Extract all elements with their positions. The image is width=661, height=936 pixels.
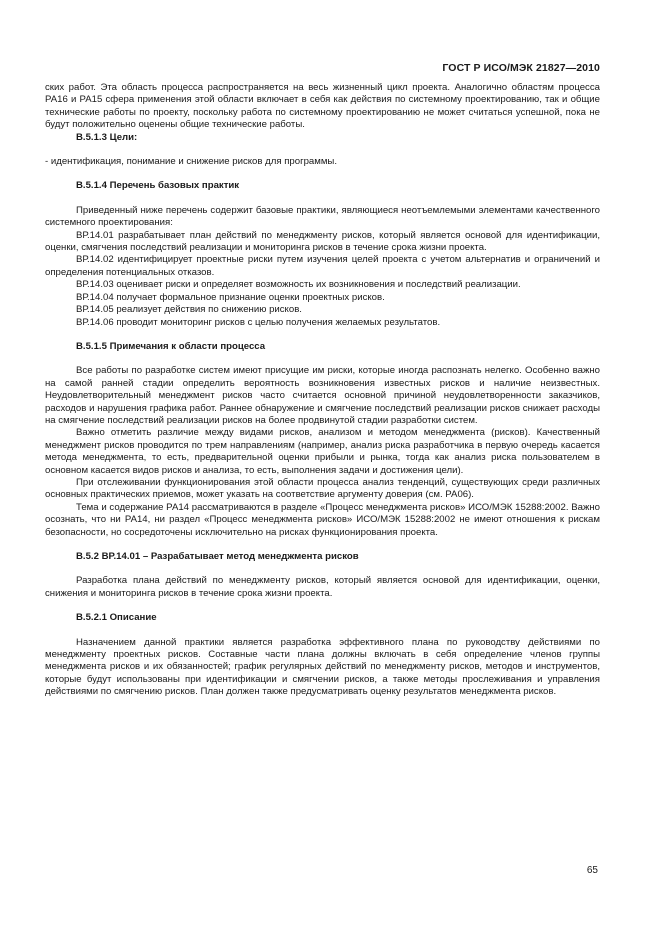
paragraph: ских работ. Эта область процесса распространяется на весь жизненный цикл проекта. Аналогично областям процесса РА16 и РА15 сфера применения этой области включает в себя как действия по системному проектированию, так и общие технические работы по проекту, поскольку работа по системному проектированию не может считаться успешной, пока не будут положительно оценены общие технические работы. (45, 82, 600, 131)
paragraph: ВР.14.05 реализует действия по снижению рисков. (76, 304, 302, 316)
paragraph: Тема и содержание РА14 рассматриваются в разделе «Процесс менеджмента рисков» ИСО/МЭК 15288:2002. Важно осознать, что ни РА14, ни раздел «Процесс менеджмента рисков» ИСО/МЭК 15288:2002 не имеют отношения к рискам безопасности, но сосредоточены исключительно на рисках функционирования проекта. (45, 501, 600, 538)
spacer (45, 353, 600, 365)
spacer (45, 563, 600, 575)
spacer (45, 539, 600, 551)
page-number: 65 (586, 865, 598, 876)
paragraph: ВР.14.01 разрабатывает план действий по менеджменту рисков, который является основой для идентификации, оценки, смягчения последствий реализации и мониторинга рисков в течение срока жизни проекта. (45, 229, 600, 254)
spacer (45, 168, 600, 180)
section-heading: В.5.1.5 Примечания к области процесса (76, 340, 266, 352)
paragraph: Приведенный ниже перечень содержит базовые практики, являющиеся неотъемлемыми элементами качественного системного проектирования: (45, 204, 600, 229)
spacer (45, 329, 600, 341)
paragraph: При отслеживании функционирования этой области процесса анализ тенденций, существующих среди различных основных практических приемов, может указать на соответствие аргументу доверия (см. РА06). (45, 476, 600, 501)
paragraph: ВР.14.04 получает формальное признание оценки проектных рисков. (76, 291, 385, 303)
document-header: ГОСТ Р ИСО/МЭК 21827—2010 (442, 62, 600, 74)
document-body (45, 82, 600, 699)
paragraph: Разработка плана действий по менеджменту рисков, который является основой для идентификации, оценки, снижения и мониторинга рисков в течение срока жизни проекта. (45, 575, 600, 599)
paragraph: Важно отметить различие между видами рисков, анализом и методом менеджмента (рисков). Качественный менеджмент рисков проводится по трем направлениям (например, анализ риска разработчика в первую очередь касается метода менеджмента, то есть, предварительной оценки прибыли и рынка, тогда как анализ риска пользователем в основном касается видов рисков и анализа, то есть, выполнения задачи и достижения цели). (45, 427, 600, 476)
section-heading: В.5.2.1 Описание (76, 612, 157, 624)
paragraph: ВР.14.03 оценивает риски и определяет возможность их возникновения и последствий реализации. (76, 279, 521, 291)
spacer (45, 193, 600, 205)
spacer (45, 625, 600, 637)
section-heading: В.5.2 ВР.14.01 – Разрабатывает метод менеджмента рисков (76, 551, 359, 562)
paragraph: Все работы по разработке систем имеют присущие им риски, которые иногда распознать нелегко. Особенно важно на самой ранней стадии определить вероятность возникновения известных рисков и наличие неизвестных. Неудовлетворительный менеджмент рисков часто считается основной причиной неудовлетворенности заказчиков, расходов и нарушения графика работ. Раннее обнаружение и смягчение последствий реализации рисков снижает расходы на смягчение последствий реализации рисков на более продвинутой стадии разработки систем. (45, 365, 600, 426)
spacer (45, 144, 600, 156)
section-heading: В.5.1.4 Перечень базовых практик (76, 180, 240, 192)
spacer (45, 600, 600, 612)
paragraph: ВР.14.02 идентифицирует проектные риски путем изучения целей проекта с учетом альтернатив и ограничений и определения потенциальных отказов. (45, 254, 600, 278)
paragraph: Назначением данной практики является разработка эффективного плана по руководству действиями по менеджменту проектных рисков. Составные части плана должны включать в себя определение членов группы менеджмента рисков и их обязанностей; график регулярных действий по менеджменту рисков, методов и инструментов, которые будут использованы при идентификации и смягчении рисков, а также методы прослеживания и управления действиями по смягчению рисков. План должен также предусматривать оценку результатов менеджмента рисков. (45, 636, 600, 698)
paragraph: ВР.14.06 проводит мониторинг рисков с целью получения желаемых результатов. (76, 316, 441, 328)
paragraph: - идентификация, понимание и снижение рисков для программы. (45, 156, 337, 168)
section-heading: В.5.1.3 Цели: (76, 131, 138, 143)
